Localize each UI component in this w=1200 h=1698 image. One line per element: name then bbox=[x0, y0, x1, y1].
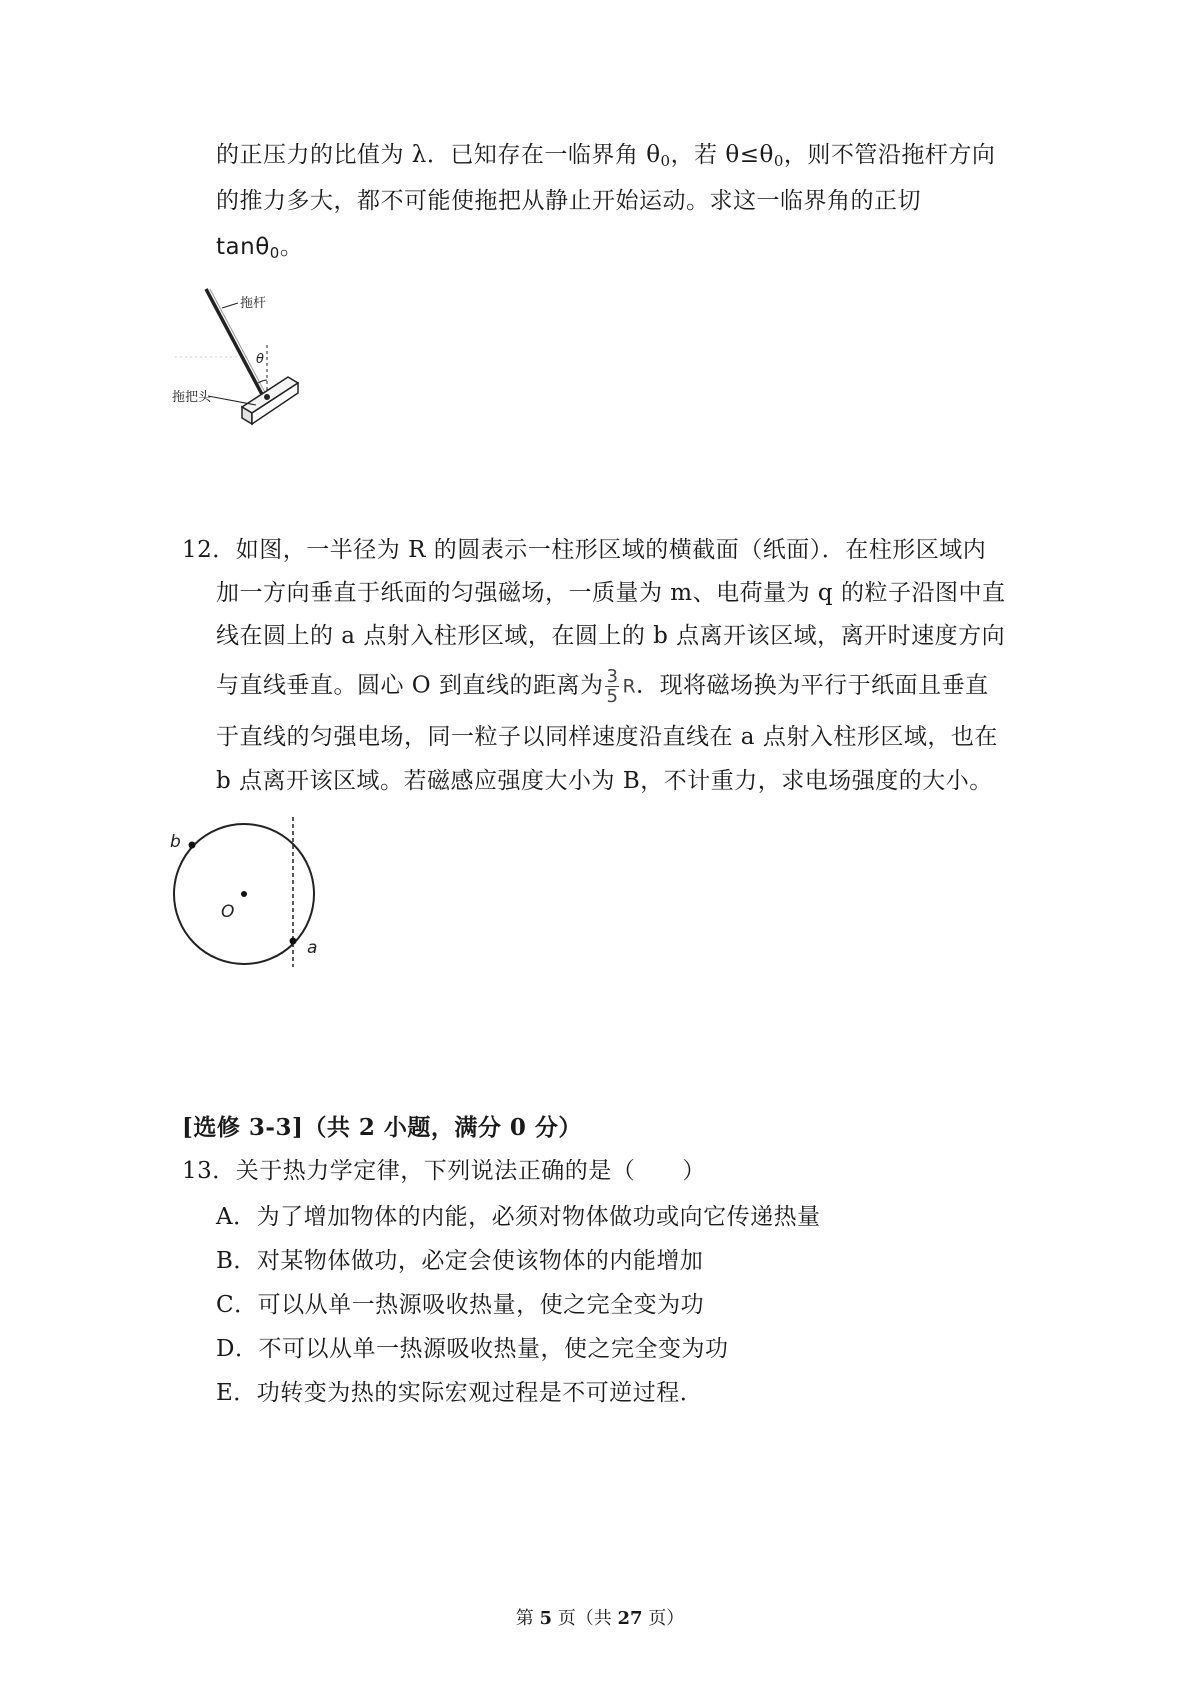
q12-number: 12． bbox=[182, 537, 236, 563]
q13-option-c: C．可以从单一热源吸收热量，使之完全变为功 bbox=[216, 1292, 705, 1318]
q13-stem: 13．关于热力学定律，下列说法正确的是（ ） bbox=[182, 1158, 706, 1184]
q11-text-line-2: 的推力多大，都不可能使拖把从静止开始运动。求这一临界角的正切 bbox=[216, 188, 921, 214]
q12-line-3: 线在圆上的 a 点射入柱形区域，在圆上的 b 点离开该区域，离开时速度方向 bbox=[216, 623, 1006, 649]
q13-option-e: E．功转变为热的实际宏观过程是不可逆过程． bbox=[216, 1380, 704, 1406]
label-o: O bbox=[221, 902, 235, 922]
current-page-number: 5 bbox=[539, 1608, 552, 1629]
mop-figure bbox=[170, 285, 350, 465]
circle-figure bbox=[165, 815, 335, 975]
total-pages: 27 bbox=[617, 1608, 643, 1629]
rod-label: 拖杆 bbox=[240, 296, 267, 311]
q11-text-line-1: 的正压力的比值为 λ．已知存在一临界角 $\theta_0$，若 $\theta\le\theta_0$，则不管沿拖杆方向 bbox=[216, 142, 996, 170]
head-label: 拖把头 bbox=[172, 390, 212, 405]
section-heading: [选修 3-3]（共 2 小题，满分 0 分） bbox=[182, 1114, 582, 1141]
label-a: a bbox=[307, 938, 318, 958]
q12-line-5: 于直线的匀强电场，同一粒子以同样速度沿直线在 a 点射入柱形区域，也在 bbox=[216, 724, 998, 750]
q12-line-2: 加一方向垂直于纸面的匀强磁场，一质量为 m、电荷量为 q 的粒子沿图中直 bbox=[216, 580, 1006, 606]
angle-label: θ bbox=[256, 352, 264, 367]
label-b: b bbox=[170, 832, 181, 852]
q13-option-b: B．对某物体做功，必定会使该物体的内能增加 bbox=[216, 1248, 704, 1274]
q12-line-4: 与直线垂直。圆心 O 到直线的距离为 $\frac{3}{5}$ R．现将磁场换为平行于纸面且垂直 bbox=[216, 666, 989, 707]
q13-option-d: D．不可以从单一热源吸收热量，使之完全变为功 bbox=[216, 1336, 729, 1362]
fraction-three-fifths: $\frac{3}{5}$ bbox=[606, 666, 619, 707]
q12-line-1: 12．如图，一半径为 R 的圆表示一柱形区域的横截面（纸面）．在柱形区域内 bbox=[182, 537, 987, 563]
q13-number: 13． bbox=[182, 1158, 236, 1184]
q11-text-line-3: tanθ$_0$。 bbox=[216, 234, 304, 262]
q12-line-6: b 点离开该区域。若磁感应强度大小为 B，不计重力，求电场强度的大小。 bbox=[216, 768, 993, 794]
page-footer: 第 5 页（共 27 页） bbox=[515, 1608, 685, 1629]
q13-option-a: A．为了增加物体的内能，必须对物体做功或向它传递热量 bbox=[216, 1204, 821, 1230]
